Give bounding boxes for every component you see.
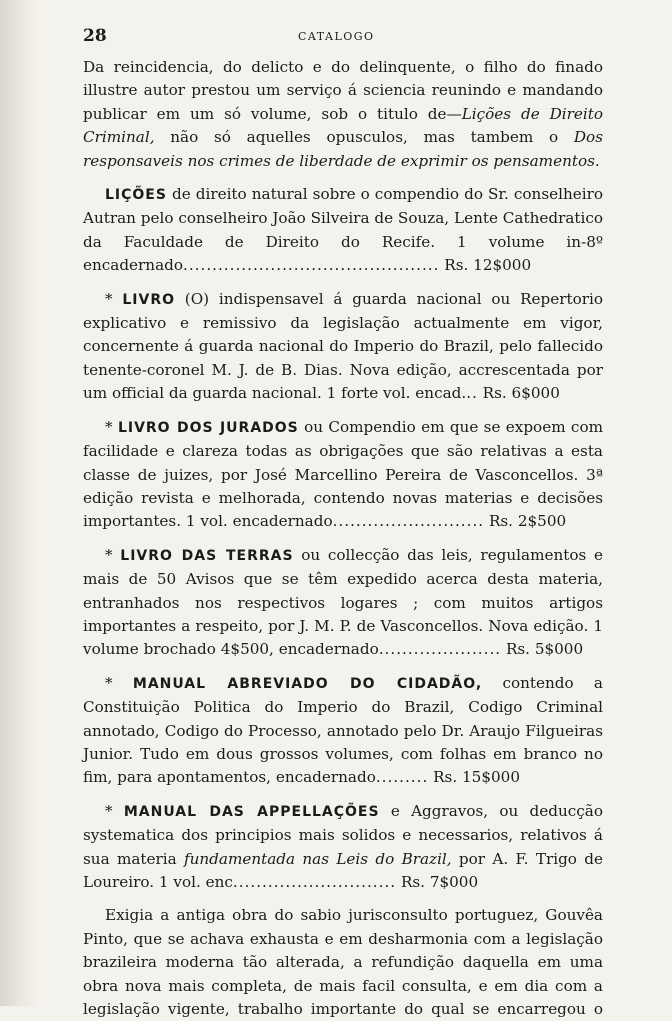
entry-description: (O) indispensavel á guarda nacional ou Repertorio explicativo e remissivo da legislação actualmente em vigor, concernente á guarda nacional do Imperio do Brazil, pelo fallecido tenente-coronel M. J. de B. Dias. Nova edição, accrescentada por um official da guarda nacional. 1 forte vol. encad.	[83, 289, 604, 403]
entry-leader-dots: ............................................	[183, 256, 440, 275]
entry-price: Rs. 15$000	[433, 768, 520, 787]
catalog-entry	[83, 183, 603, 278]
intro-paragraph	[83, 56, 603, 173]
catalog-entry	[83, 544, 603, 662]
entry-mark: *	[105, 417, 118, 436]
entry-leader-dots: ..	[466, 384, 478, 403]
intro-text-1: Da reincidencia, do delicto e do delinquente, o filho do finado illustre autor prestou um serviço á sciencia reunindo e mandando publicar em um só volume, sob o titulo de—	[83, 58, 603, 123]
catalog-entry	[83, 800, 603, 895]
entry-mark: *	[105, 673, 133, 692]
entry-title: LIVRO DAS TERRAS	[120, 547, 294, 564]
entry-title: LIÇÕES	[105, 187, 167, 204]
entry-description-2: por A. F. Trigo de Loureiro. 1 vol. enc	[83, 849, 603, 891]
entry-description: ou Compendio em que se expoem com facilidade e clareza todas as obrigações que são relativas a esta classe de juizes, por José Marcellino Pereira de Vasconcellos. 3ª edição revista e melhorada, contendo novas materias e decisões importantes. 1 vol. encadernado	[83, 417, 603, 531]
closing-paragraph: Exigia a antiga obra do sabio jurisconsulto portuguez, Gouvêa Pinto, que se achava exhausta e em desharmonia com a legislação brazileira moderna tão alterada, a refundição daquella em uma obra nova mais completa, de mais facil consulta, e em dia com a legislação vigente, trabalho importante do qual se encarregou o	[83, 906, 603, 1019]
entry-title: LIVRO	[122, 291, 176, 308]
catalog-body	[83, 56, 603, 1021]
entry-description: e Aggravos, ou deducção systematica dos principios mais solidos e necessarios, relativos á sua materia	[83, 801, 603, 868]
entry-description: ou collecção das leis, regulamentos e mais de 50 Avisos que se têm expedido acerca desta materia, entranhados nos respectivos logares ; com muitos artigos importantes a respeito, por J. M. P. de Vasconcellos. Nova edição. 1 volume brochado 4$500, encadernado	[83, 545, 603, 659]
entry-title: MANUAL ABREVIADO DO CIDADÃO,	[132, 675, 483, 692]
intro-text-2: não só aquelles opusculos, mas tambem o	[154, 128, 574, 147]
entry-leader-dots: ..........................	[332, 512, 485, 531]
catalog-entry	[83, 288, 603, 406]
entry-price: Rs. 12$000	[444, 256, 532, 275]
entry-mark: *	[105, 545, 121, 564]
catalog-entry	[83, 416, 603, 534]
entry-description: de direito natural sobre o compendio do Sr. conselheiro Autran pelo conselheiro João Silveira de Souza, Lente Cathedratico da Faculdade de Direito do Recife. 1 volume in-8º encadernado	[83, 185, 603, 275]
intro-italic-title-2: Dos responsaveis nos crimes de liberdade de exprimir os pensamentos.	[83, 128, 603, 170]
entry-mark: *	[105, 801, 124, 820]
entry-mark: *	[105, 289, 123, 308]
entry-price: Rs. 2$500	[488, 512, 567, 531]
entry-description: contendo a Constituição Politica do Imperio do Brazil, Codigo Criminal annotado, Codigo do Processo, annotado pelo Dr. Araujo Filgueiras Junior. Tudo em dous grossos volumes, com folhas em branco no fim, para apontamentos, encadernado	[83, 673, 603, 787]
page-header	[83, 26, 603, 48]
page-gutter-shadow	[0, 0, 40, 1006]
entry-price: Rs. 6$000	[482, 384, 560, 403]
running-title: CATALOGO	[298, 30, 375, 43]
catalog-entry	[83, 672, 603, 790]
entry-leader-dots: .....................	[378, 640, 502, 659]
intro-italic-title-1: Lições de Direito Criminal,	[83, 104, 603, 147]
entry-price: Rs. 7$000	[400, 873, 479, 891]
entry-title: LIVRO DOS JURADOS	[117, 419, 299, 436]
entry-price: Rs. 5$000	[505, 640, 584, 659]
entry-italic-phrase: fundamentada nas Leis do Brazil,	[184, 849, 452, 868]
entry-leader-dots: .........	[375, 768, 429, 787]
page-number: 28	[83, 26, 107, 46]
entry-title: MANUAL DAS APPELLAÇÕES	[123, 803, 380, 820]
entry-leader-dots: ............................	[232, 873, 397, 891]
